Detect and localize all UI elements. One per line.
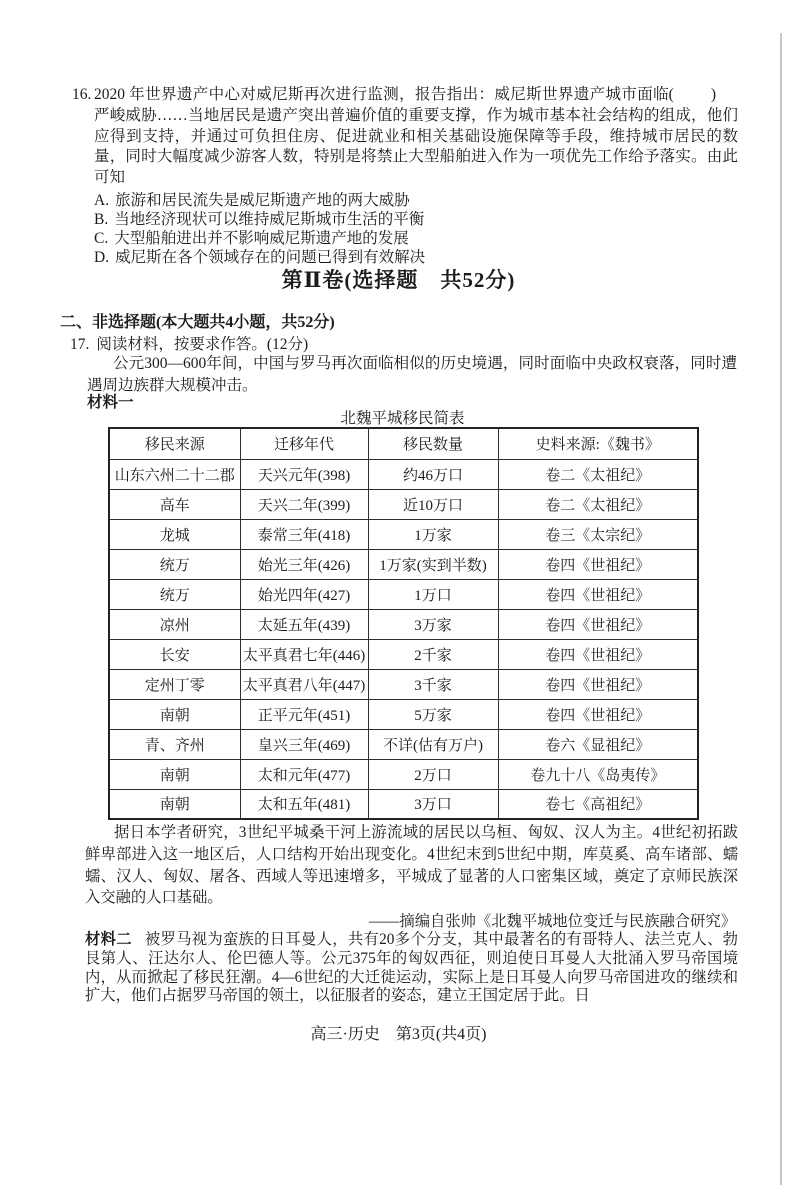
table-row xyxy=(109,669,698,699)
table-cell: 3万家 xyxy=(368,609,498,639)
table-cell: 2千家 xyxy=(368,639,498,669)
option-a-label: A. xyxy=(94,192,110,209)
option-b xyxy=(94,210,734,229)
material2-text: 被罗马视为蛮族的日耳曼人，共有20多个分支，其中最著名的有哥特人、法兰克人、勃艮第人、汪达尔人、伦巴德人等。公元375年的匈奴西征，则迫使日耳曼人大批涌入罗马帝国境内，从而掀起了移民狂潮。4—6世纪的大迁徙运动，实际上是日耳曼人向罗马帝国进攻的继续和扩大，他们占据罗马帝国的领土，以征服者的姿态，建立王国定居于此。日 xyxy=(85,931,738,1005)
table-cell: 太平真君七年(446) xyxy=(240,639,368,669)
table-cell: 1万家 xyxy=(368,519,498,549)
table-cell: 卷九十八《岛夷传》 xyxy=(498,759,698,789)
table-cell: 凉州 xyxy=(109,609,240,639)
table-row xyxy=(109,639,698,669)
page-edge-line xyxy=(780,33,782,1185)
q16-question xyxy=(72,85,738,189)
table-cell: 5万家 xyxy=(368,699,498,729)
table-cell: 长安 xyxy=(109,639,240,669)
table-cell: 1万口 xyxy=(368,579,498,609)
migration-table xyxy=(108,427,699,820)
option-c-label: C. xyxy=(94,230,109,247)
table-cell: 青、齐州 xyxy=(109,729,240,759)
table-cell: 卷二《太祖纪》 xyxy=(498,459,698,489)
table-cell: 3千家 xyxy=(368,669,498,699)
table-cell: 天兴元年(398) xyxy=(240,459,368,489)
table-cell: 卷四《世祖纪》 xyxy=(498,579,698,609)
table-row xyxy=(109,549,698,579)
table-cell: 卷四《世祖纪》 xyxy=(498,609,698,639)
material2-paragraph xyxy=(85,931,738,1006)
table-cell: 卷三《太宗纪》 xyxy=(498,519,698,549)
table-cell: 太平真君八年(447) xyxy=(240,669,368,699)
q17-number: 17. xyxy=(70,336,90,353)
option-a-text: 旅游和居民流失是威尼斯遗产地的两大威胁 xyxy=(115,192,410,209)
table-row xyxy=(109,789,698,819)
table-cell: 卷七《高祖纪》 xyxy=(498,789,698,819)
q16-options xyxy=(94,191,734,267)
source-attribution: ——摘编自张帅《北魏平城地位变迁与民族融合研究》 xyxy=(368,913,736,930)
table-row xyxy=(109,579,698,609)
option-b-text: 当地经济现状可以维持威尼斯城市生活的平衡 xyxy=(114,211,425,228)
table-row xyxy=(109,759,698,789)
table-cell: 泰常三年(418) xyxy=(240,519,368,549)
q16-answer-bracket: ( ) xyxy=(668,86,718,103)
table-header-cell: 迁移年代 xyxy=(240,428,368,459)
table-cell: 皇兴三年(469) xyxy=(240,729,368,759)
table-cell: 南朝 xyxy=(109,789,240,819)
table-row xyxy=(109,609,698,639)
table-cell: 2万口 xyxy=(368,759,498,789)
page-footer: 高三·历史 第3页(共4页) xyxy=(310,1026,487,1043)
table-cell: 山东六州二十二郡 xyxy=(109,459,240,489)
table-header-cell: 移民数量 xyxy=(368,428,498,459)
section-subheading: 二、非选择题(本大题共4小题，共52分) xyxy=(60,314,335,331)
table-cell: 近10万口 xyxy=(368,489,498,519)
table-cell: 1万家(实到半数) xyxy=(368,549,498,579)
table-cell: 太延五年(439) xyxy=(240,609,368,639)
table-header-row xyxy=(109,428,698,459)
table-row xyxy=(109,459,698,489)
table-cell: 高车 xyxy=(109,489,240,519)
table-cell: 3万口 xyxy=(368,789,498,819)
table-cell: 龙城 xyxy=(109,519,240,549)
material1-label: 材料一 xyxy=(87,394,134,411)
table-header-cell: 史料来源:《魏书》 xyxy=(498,428,698,459)
option-b-label: B. xyxy=(94,211,109,228)
table-cell: 始光三年(426) xyxy=(240,549,368,579)
table-cell: 不详(估有万户) xyxy=(368,729,498,759)
table-row xyxy=(109,699,698,729)
table-cell: 约46万口 xyxy=(368,459,498,489)
table-cell: 卷四《世祖纪》 xyxy=(498,669,698,699)
table-cell: 定州丁零 xyxy=(109,669,240,699)
table-cell: 卷六《显祖纪》 xyxy=(498,729,698,759)
migration-table-title: 北魏平城移民简表 xyxy=(340,410,465,427)
table-cell: 正平元年(451) xyxy=(240,699,368,729)
table-cell: 卷二《太祖纪》 xyxy=(498,489,698,519)
table-cell: 南朝 xyxy=(109,699,240,729)
table-row xyxy=(109,489,698,519)
table-header-cell: 移民来源 xyxy=(109,428,240,459)
table-cell: 天兴二年(399) xyxy=(240,489,368,519)
option-d-text: 威尼斯在各个领域存在的问题已得到有效解决 xyxy=(115,249,426,266)
table-cell: 统万 xyxy=(109,549,240,579)
table-cell: 太和五年(481) xyxy=(240,789,368,819)
table-cell: 统万 xyxy=(109,579,240,609)
table-cell: 始光四年(427) xyxy=(240,579,368,609)
q16-text: 2020 年世界遗产中心对威尼斯再次进行监测，报告指出：威尼斯世界遗产城市面临严峻威胁……当地居民是遗产突出普遍价值的重要支撑，作为城市基本社会结构的组成，他们应得到支持，并通过可负担住房、促进就业和相关基础设施保障等手段，维持城市居民的数量，同时大幅度减少游客人数，特别是将禁止大型船舶进入作为一项优先工作给予落实。由此可知 xyxy=(94,86,738,187)
table-row xyxy=(109,729,698,759)
after-table-paragraph: 据日本学者研究，3世纪平城桑干河上游流域的居民以乌桓、匈奴、汉人为主。4世纪初拓跋鲜卑部进入这一地区后，人口结构开始出现变化。4世纪末到5世纪中期，库莫奚、高车诸部、蠕蠕、汉人、匈奴、屠各、西域人等迅速增多，平城成了显著的人口密集区域，奠定了京师民族深入交融的人口基础。 xyxy=(85,824,738,907)
table-row xyxy=(109,519,698,549)
table-cell: 卷四《世祖纪》 xyxy=(498,699,698,729)
option-c xyxy=(94,229,734,248)
material2-label: 材料二 xyxy=(85,931,132,948)
option-d-label: D. xyxy=(94,249,110,266)
section-heading: 第Ⅱ卷(选择题 共52分) xyxy=(281,268,516,292)
q17-question-line xyxy=(70,332,308,354)
q17-intro: 阅读材料，按要求作答。(12分) xyxy=(96,336,309,353)
option-c-text: 大型船舶进出并不影响威尼斯遗产地的发展 xyxy=(114,230,409,247)
q16-number: 16. xyxy=(72,86,92,103)
option-a xyxy=(94,191,734,210)
table-cell: 卷四《世祖纪》 xyxy=(498,639,698,669)
table-cell: 太和元年(477) xyxy=(240,759,368,789)
q17-lead-paragraph: 公元300—600年间，中国与罗马再次面临相似的历史境遇，同时面临中央政权衰落，同时遭遇周边族群大规模冲击。 xyxy=(87,355,737,394)
table-cell: 南朝 xyxy=(109,759,240,789)
table-cell: 卷四《世祖纪》 xyxy=(498,549,698,579)
